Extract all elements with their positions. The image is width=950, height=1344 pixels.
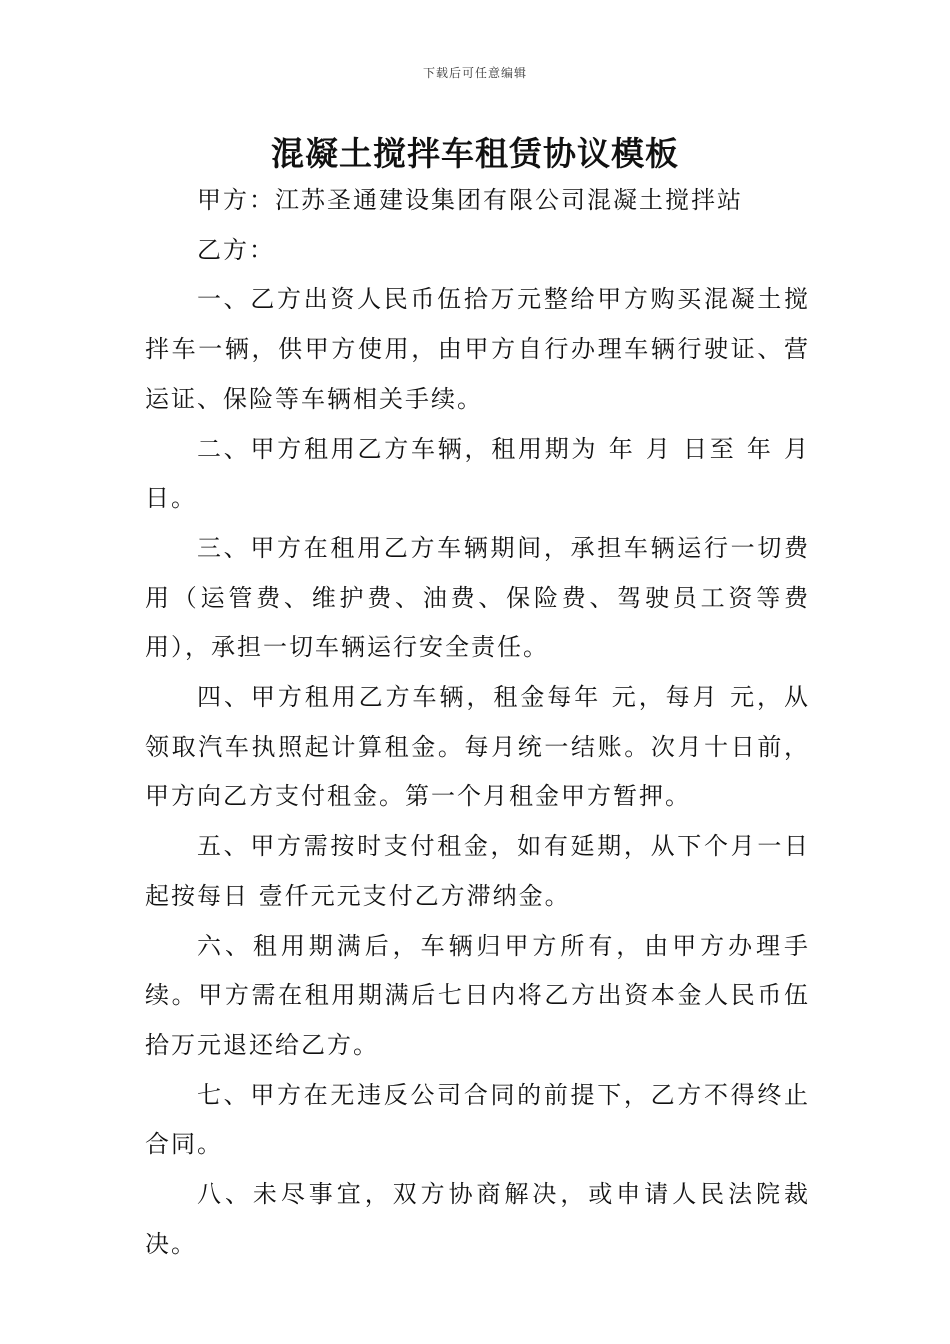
party-b-line: 乙方： <box>197 235 275 264</box>
header-note: 下载后可任意编辑 <box>422 66 527 80</box>
clause-7: 七、甲方在无违反公司合同的前提下，乙方不得终止合同。 <box>145 1080 810 1159</box>
clause-8: 八、未尽事宜，双方协商解决，或申请人民法院裁决。 <box>145 1180 810 1258</box>
clause-5: 五、甲方需按时支付租金，如有延期，从下个月一日起按每日 壹仟元元支付乙方滞纳金。 <box>145 832 810 910</box>
document-title: 混凝土搅拌车租赁协议模板 <box>271 134 679 173</box>
clause-2: 二、甲方租用乙方车辆，租用期为 年 月 日至 年 月日。 <box>145 434 810 513</box>
party-a-line: 甲方：江苏圣通建设集团有限公司混凝土搅拌站 <box>197 186 743 214</box>
clause-6: 六、租用期满后，车辆归甲方所有，由甲方办理手续。甲方需在租用期满后七日内将乙方出资本金人民币伍拾万元退还给乙方。 <box>145 931 810 1059</box>
document-body <box>145 176 810 1269</box>
clause-3: 三、甲方在租用乙方车辆期间，承担车辆运行一切费用（运管费、维护费、油费、保险费、驾驶员工资等费用），承担一切车辆运行安全责任。 <box>145 533 810 662</box>
clause-1: 一、乙方出资人民币伍拾万元整给甲方购买混凝土搅拌车一辆，供甲方使用，由甲方自行办理车辆行驶证、营运证、保险等车辆相关手续。 <box>145 285 810 413</box>
clause-4: 四、甲方租用乙方车辆，租金每年 元，每月 元，从领取汽车执照起计算租金。每月统一结账。次月十日前，甲方向乙方支付租金。第一个月租金甲方暂押。 <box>145 683 810 811</box>
